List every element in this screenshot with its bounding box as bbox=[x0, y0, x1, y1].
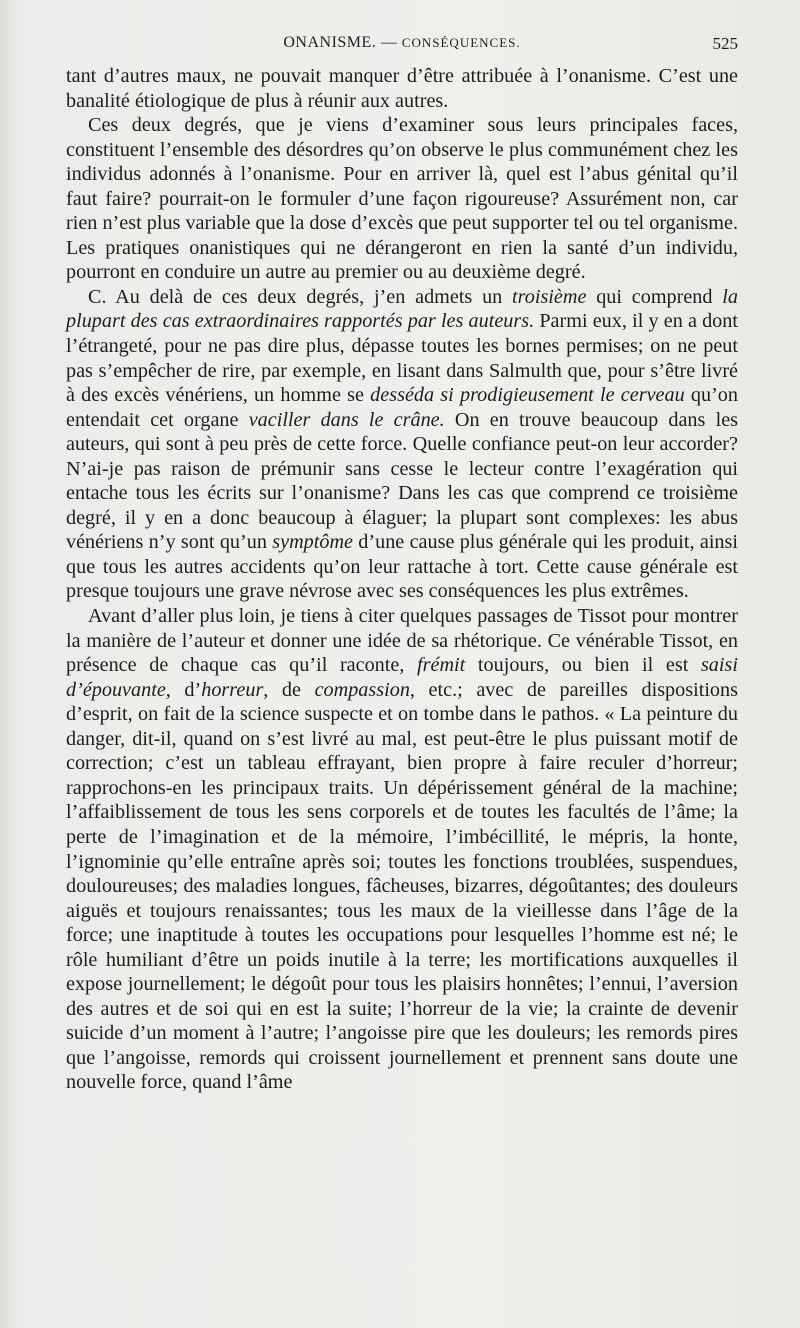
text-run: Ces deux degrés, que je viens d’examiner sous leurs principales faces, constituent l’ensemble des désordres qu’on observe le plus communément chez les individus adonnés à l’onanisme. Pour en arriver là, quel est l’abus génital qu’il faut faire? pourrait-on le formuler d’une façon rigoureuse? Assurément non, car rien n’est plus variable que la dose d’excès que peut supporter tel ou tel organisme. Les pratiques onanistiques qui ne dérangeront en rien la santé d’un individu, pourront en conduire un autre au premier ou au deuxième degré. bbox=[66, 114, 738, 284]
title-separator: — bbox=[380, 34, 398, 51]
text-run: , etc.; avec de pareilles dispositions d’esprit, on fait de la science suspecte et on tombe dans le pathos. « La peinture du danger, dit-il, quand on s’est livré au mal, est peut-être le plus puissant motif de correction; c’est un tableau effrayant, bien propre à faire reculer d’horreur; rapprochons-en les principaux traits. Un dépérissement général de la machine; l’affaiblissement de tous les sens corporels et de toutes les facultés de l’âme; la perte de l’imagination et de la mémoire, l’imbécillité, le mépris, la honte, l’ignominie qu’elle entraîne après soi; toutes les fonctions troublées, suspendues, douloureuses; des maladies longues, fâcheuses, bizarres, dégoûtantes; des douleurs aiguës et toujours renaissantes; tous les maux de la vieillesse dans l’âge de la force; une inaptitude à toutes les occupations pour lesquelles l’homme est né; le rôle humiliant d’être un poids inutile à la terre; les mortifications auxquelles il expose journellement; le dégoût pour tous les plaisirs honnêtes; l’ennui, l’aversion des autres et de soi qui en est la suite; l’horreur de la vie; la crainte de devenir suicide d’un moment à l’autre; l’angoisse pire que les douleurs; les remords pires que l’angoisse, remords qui croissent journellement et prennent sans doute une nouvelle force, quand l’âme bbox=[66, 678, 738, 1094]
running-title bbox=[66, 34, 738, 52]
page-number: 525 bbox=[712, 34, 738, 53]
paragraph-p2 bbox=[66, 113, 738, 285]
text-run: toujours, ou bien il est bbox=[465, 654, 701, 677]
italic-text: frémit bbox=[417, 654, 466, 677]
text-run: , de bbox=[263, 678, 315, 701]
italic-text: horreur bbox=[201, 678, 264, 701]
paragraph-p1 bbox=[66, 64, 738, 113]
text-run: d’une cause plus générale qui les produit, ainsi que tous les autres accidents qu’on leur rattache à tort. Cette cause générale est presque toujours une grave névrose avec ses conséquences les plus extrêmes. bbox=[66, 531, 738, 603]
italic-text: saisi d’épouvante bbox=[66, 654, 738, 701]
italic-text: troisième bbox=[512, 285, 587, 308]
italic-text: compassion bbox=[314, 678, 410, 701]
text-run: , d’ bbox=[165, 678, 202, 701]
paragraph-p3 bbox=[66, 285, 738, 604]
text-run: Avant d’aller plus loin, je tiens à citer quelques passages de Tissot pour montrer la manière de l’auteur et donner une idée de sa rhétorique. Ce vénérable Tissot, en présence de chaque cas qu’il raconte, bbox=[66, 605, 738, 677]
italic-text: la plupart des cas extraordinaires rapportés par les auteurs. bbox=[66, 285, 738, 333]
italic-text: symptôme bbox=[272, 531, 353, 554]
text-run: C. Au delà de ces deux degrés, j’en admets un bbox=[88, 285, 513, 308]
text-run: On en trouve beaucoup dans les auteurs, qui sont à peu près de cette force. Quelle confiance peut-on leur accorder? N’ai-je pas raison de prémunir sans cesse le lecteur contre l’exagération qui entache tous les écrits sur l’onanisme? Dans les cas que comprend ce troisième degré, il y en a donc beaucoup à élaguer; la plupart sont complexes: les abus vénériens n’y sont qu’un bbox=[66, 408, 739, 554]
paragraph-p4 bbox=[66, 604, 738, 1095]
body-text bbox=[66, 64, 738, 1095]
chapter-title: ONANISME. bbox=[283, 34, 377, 51]
text-run: tant d’autres maux, ne pouvait manquer d’être attribuée à l’onanisme. C’est une banalité étiologique de plus à réunir aux autres. bbox=[66, 65, 738, 112]
italic-text: vaciller dans le crâne. bbox=[248, 408, 445, 431]
text-run: qu’on entendait cet organe bbox=[66, 384, 738, 431]
section-title: CONSÉQUENCES. bbox=[401, 35, 521, 50]
text-run: Parmi eux, il y en a dont l’étrangeté, pour ne pas dire plus, dépasse toutes les bornes permises; on ne peut pas s’empêcher de rire, par exemple, en lisant dans Salmulth que, pour s’être livré à des excès vénériens, un homme se bbox=[66, 310, 738, 407]
text-run: qui comprend bbox=[586, 285, 723, 308]
italic-text: desséda si prodigieusement le cerveau bbox=[370, 384, 685, 407]
running-header bbox=[66, 32, 738, 56]
